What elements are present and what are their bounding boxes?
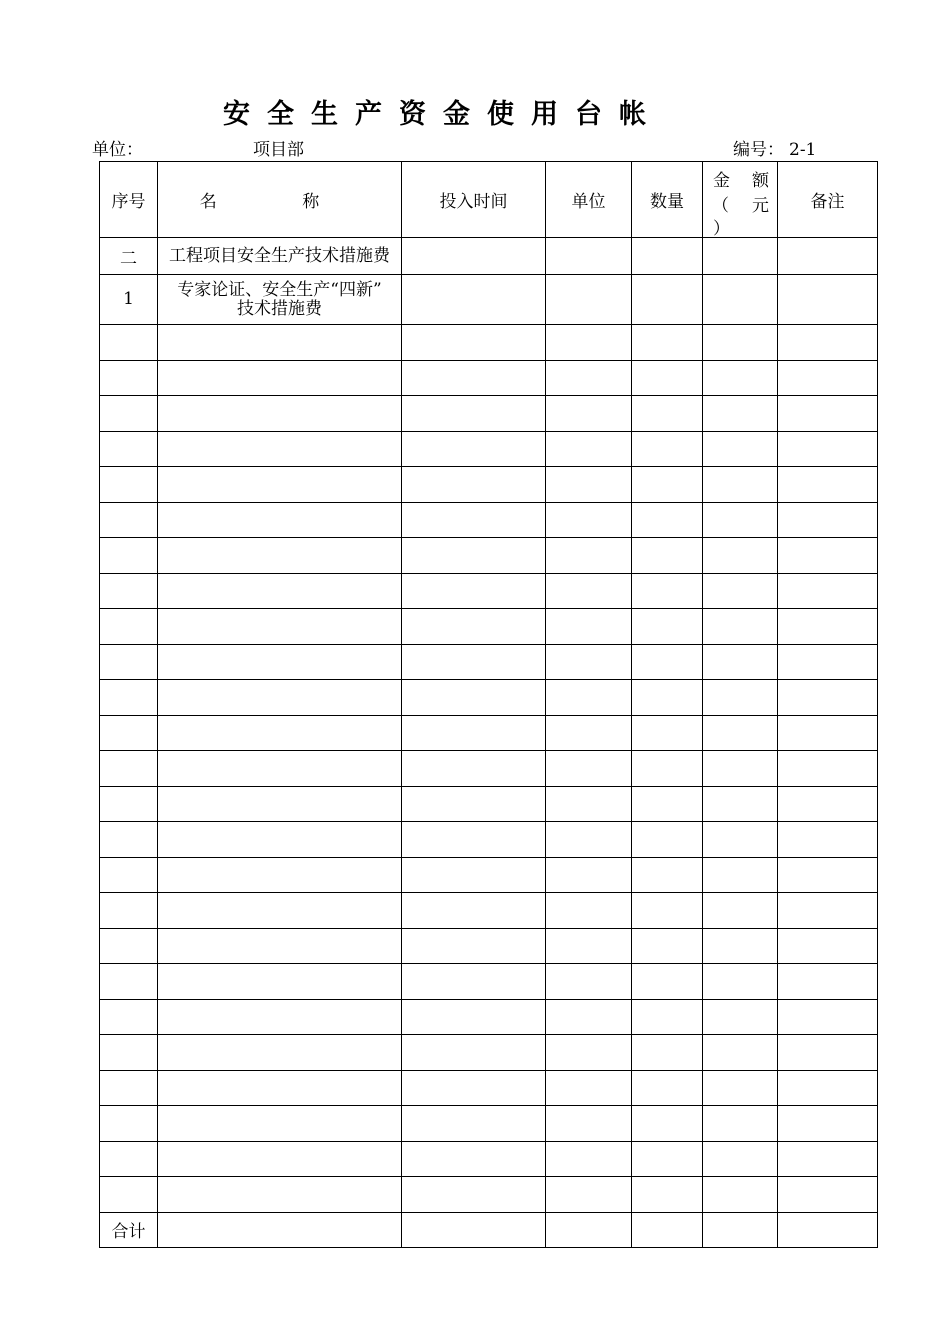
table-row [100,786,878,822]
table-row [100,1141,878,1177]
row-time [402,1035,546,1071]
row-name [158,502,402,538]
row-amount [703,964,778,1000]
row-name [158,822,402,858]
row-time [402,467,546,503]
table-row [100,360,878,396]
row-seq [100,1177,158,1213]
row-name-line: 专家论证、安全生产“四新” [177,279,382,300]
row-qty [632,238,703,275]
row-remark [778,928,878,964]
total-name [158,1212,402,1247]
row-seq [100,928,158,964]
row-seq [100,573,158,609]
row-remark [778,715,878,751]
row-qty [632,275,703,325]
row-remark [778,609,878,645]
row-time [402,1177,546,1213]
row-remark [778,1035,878,1071]
row-seq [100,715,158,751]
row-amount [703,573,778,609]
row-unit [546,396,632,432]
table-row [100,822,878,858]
row-seq [100,396,158,432]
row-seq [100,857,158,893]
row-name [158,538,402,574]
row-unit [546,1106,632,1142]
table-row [100,502,878,538]
row-seq [100,1106,158,1142]
row-name [158,396,402,432]
row-time [402,1070,546,1106]
row-amount [703,325,778,361]
row-amount [703,1177,778,1213]
table-row [100,609,878,645]
row-remark [778,538,878,574]
row-amount [703,715,778,751]
row-amount [703,644,778,680]
row-unit [546,857,632,893]
row-time [402,928,546,964]
header-row [100,162,878,238]
table-row [100,680,878,716]
row-seq [100,502,158,538]
unit-value: 项目部 [253,140,304,160]
row-unit [546,573,632,609]
row-unit [546,715,632,751]
row-name [158,431,402,467]
row-qty [632,999,703,1035]
row-qty [632,573,703,609]
row-seq [100,609,158,645]
row-unit [546,822,632,858]
total-time [402,1212,546,1247]
row-qty [632,715,703,751]
row-name-line: 技术措施费 [237,298,322,319]
table-row [100,1177,878,1213]
row-remark [778,1070,878,1106]
row-amount [703,396,778,432]
row-remark [778,857,878,893]
row-unit [546,502,632,538]
row-seq [100,964,158,1000]
table-row [100,1106,878,1142]
row-time [402,893,546,929]
row-name [158,1106,402,1142]
row-amount [703,1141,778,1177]
header-amount [703,162,778,238]
row-time [402,396,546,432]
row-name [158,275,402,325]
row-amount [703,1106,778,1142]
header-amount-char: 金 [713,171,730,191]
row-name [158,999,402,1035]
row-remark [778,1141,878,1177]
row-amount [703,751,778,787]
row-name [158,325,402,361]
row-remark [778,1106,878,1142]
total-unit [546,1212,632,1247]
row-qty [632,644,703,680]
row-qty [632,538,703,574]
row-seq: 二 [100,238,158,275]
table-row [100,928,878,964]
total-amount [703,1212,778,1247]
row-remark [778,786,878,822]
row-remark [778,275,878,325]
row-unit [546,999,632,1035]
row-unit [546,893,632,929]
row-time [402,238,546,275]
row-amount [703,857,778,893]
row-name [158,751,402,787]
row-unit [546,609,632,645]
row-amount [703,680,778,716]
table-row [100,238,878,275]
row-amount [703,609,778,645]
row-qty [632,1106,703,1142]
row-seq [100,1070,158,1106]
row-time [402,573,546,609]
row-seq [100,680,158,716]
row-seq [100,644,158,680]
row-unit [546,644,632,680]
table-row [100,573,878,609]
row-amount [703,467,778,503]
row-name [158,680,402,716]
row-remark [778,999,878,1035]
row-amount [703,1035,778,1071]
row-time [402,857,546,893]
row-name [158,928,402,964]
row-seq [100,325,158,361]
table-row [100,964,878,1000]
row-seq [100,1141,158,1177]
row-unit [546,751,632,787]
row-amount [703,786,778,822]
row-remark [778,751,878,787]
header-time: 投入时间 [402,162,546,238]
row-amount [703,1070,778,1106]
table-row [100,893,878,929]
row-name [158,360,402,396]
header-unit: 单位 [546,162,632,238]
table-row [100,751,878,787]
row-seq [100,751,158,787]
row-seq [100,538,158,574]
header-seq: 序号 [100,162,158,238]
row-qty [632,680,703,716]
row-qty [632,928,703,964]
row-remark [778,502,878,538]
table-row [100,1035,878,1071]
row-remark [778,893,878,929]
row-remark [778,680,878,716]
header-amount-char: 额 [752,171,769,191]
row-time [402,502,546,538]
table-row [100,999,878,1035]
row-time [402,822,546,858]
row-remark [778,238,878,275]
row-unit [546,275,632,325]
row-name [158,715,402,751]
row-qty [632,1035,703,1071]
header-amount-char: ） [713,219,730,238]
total-qty [632,1212,703,1247]
row-seq [100,467,158,503]
row-qty [632,1141,703,1177]
row-qty [632,857,703,893]
table-row [100,467,878,503]
row-remark [778,431,878,467]
table-row [100,857,878,893]
row-amount [703,360,778,396]
row-qty [632,609,703,645]
row-seq [100,999,158,1035]
row-remark [778,1177,878,1213]
row-time [402,644,546,680]
row-unit [546,1177,632,1213]
header-qty: 数量 [632,162,703,238]
row-qty [632,360,703,396]
row-time [402,715,546,751]
row-unit [546,1070,632,1106]
row-name [158,467,402,503]
table-row [100,1070,878,1106]
row-time [402,751,546,787]
row-time [402,1106,546,1142]
row-remark [778,822,878,858]
row-amount [703,275,778,325]
row-time [402,1141,546,1177]
row-time [402,999,546,1035]
table-row [100,644,878,680]
row-qty [632,431,703,467]
total-remark [778,1212,878,1247]
row-unit [546,360,632,396]
row-unit [546,1141,632,1177]
row-seq: 1 [100,275,158,325]
row-remark [778,467,878,503]
row-amount [703,538,778,574]
table-row [100,431,878,467]
row-time [402,275,546,325]
table-row [100,325,878,361]
row-amount [703,999,778,1035]
row-qty [632,467,703,503]
row-unit [546,786,632,822]
row-amount [703,502,778,538]
row-qty [632,893,703,929]
row-name: 工程项目安全生产技术措施费 [158,238,402,275]
row-name [158,857,402,893]
row-name [158,1177,402,1213]
row-qty [632,1177,703,1213]
row-remark [778,325,878,361]
row-amount [703,431,778,467]
row-remark [778,964,878,1000]
total-label: 合计 [100,1212,158,1247]
row-amount [703,893,778,929]
row-remark [778,396,878,432]
row-time [402,680,546,716]
table-row [100,715,878,751]
header-name-text: 名 称 [199,192,360,212]
row-qty [632,396,703,432]
code-label: 编号： [733,140,784,160]
row-qty [632,786,703,822]
row-time [402,538,546,574]
code-value: 2-1 [789,140,817,160]
row-name [158,893,402,929]
row-seq [100,822,158,858]
row-seq [100,431,158,467]
row-qty [632,1070,703,1106]
header-name [158,162,402,238]
row-unit [546,467,632,503]
row-unit [546,431,632,467]
row-name [158,573,402,609]
table-row [100,396,878,432]
row-name [158,644,402,680]
row-seq [100,1035,158,1071]
row-unit [546,238,632,275]
row-time [402,609,546,645]
row-seq [100,893,158,929]
row-qty [632,502,703,538]
row-name [158,1141,402,1177]
header-remark: 备注 [778,162,878,238]
row-seq [100,786,158,822]
table-row [100,538,878,574]
total-row [100,1212,878,1247]
row-remark [778,573,878,609]
row-unit [546,928,632,964]
header-amount-char: 元 [752,196,769,216]
row-qty [632,751,703,787]
row-amount [703,238,778,275]
row-name [158,609,402,645]
row-time [402,360,546,396]
row-unit [546,538,632,574]
row-qty [632,325,703,361]
row-name [158,1070,402,1106]
row-name [158,1035,402,1071]
unit-label: 单位： [92,140,143,160]
row-amount [703,822,778,858]
row-name [158,964,402,1000]
row-name [158,786,402,822]
row-unit [546,964,632,1000]
table-row [100,275,878,325]
row-qty [632,964,703,1000]
row-time [402,431,546,467]
row-seq [100,360,158,396]
row-remark [778,644,878,680]
row-unit [546,325,632,361]
row-time [402,325,546,361]
row-unit [546,1035,632,1071]
row-remark [778,360,878,396]
ledger-table [99,161,878,1248]
document-title: 安全生产资金使用台帐 [223,99,663,130]
header-amount-char: （ [712,196,729,216]
row-amount [703,928,778,964]
row-qty [632,822,703,858]
row-time [402,964,546,1000]
row-time [402,786,546,822]
row-unit [546,680,632,716]
